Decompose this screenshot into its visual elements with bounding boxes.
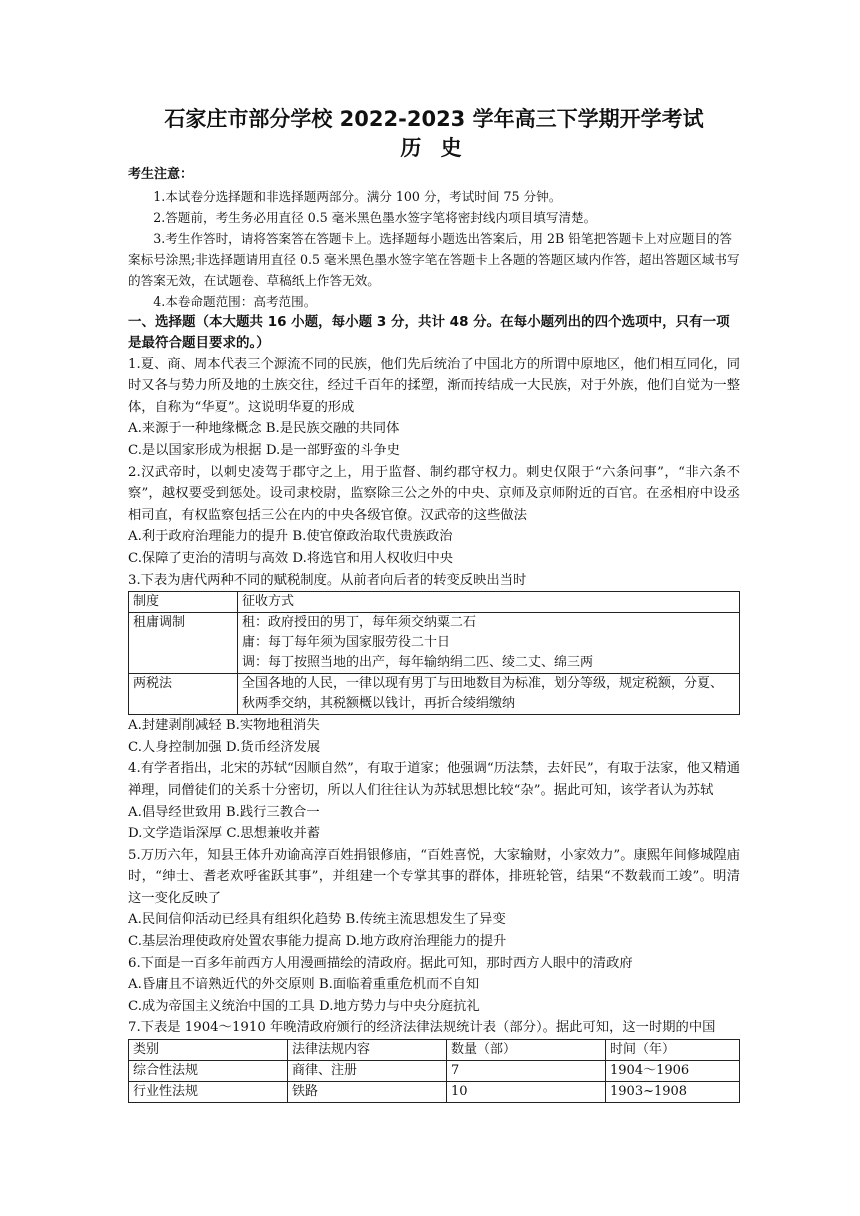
question-2-options-ab: A.利于政府治理能力的提升 B.使官僚政治取代贵族政治 [128,529,453,545]
notice-item: 4.本卷命题范围：高考范围。 [153,293,317,309]
table-cell: 两税法 [129,674,238,715]
question-7-stem: 7.下表是 1904～1910 年晚清政府颁行的经济法律法规统计表（部分）。据此可知，这一时期的中国 [128,1020,716,1036]
table-cell-line: 租：政府授田的男丁，每年须交纳粟二石 [242,615,477,631]
exam-subject: 历 史 [400,136,468,160]
table-row [129,613,740,674]
question-5-stem: 5.万历六年，知县王体升劝谕高淳百姓捐银修庙，“百姓喜悦，大家输财，小家效力”。康熙年间修城隍庙时，“绅士、耆老欢呼雀跃其事”，并组建一个专掌其事的群体，排班轮管，结果“不数载而工竣”。明清这一变化反映了 [128,847,740,906]
question-2-options-cd: C.保障了吏治的清明与高效 D.将选官和用人权收归中央 [128,550,454,566]
question-2-stem: 2.汉武帝时，以刺史凌驾于郡守之上，用于监督、制约郡守权力。刺史仅限于“六条问事”，“非六条不察”，越权要受到惩处。设司隶校尉，监察除三公之外的中央、京师及京师附近的百官。在丞相府中设丞相司直，有权监察包括三公在内的中央各级官僚。汉武帝的这些做法 [128,464,740,523]
table-header-cell: 制度 [129,592,238,613]
table-cell: 7 [447,1061,606,1082]
question-6-stem: 6.下面是一百多年前西方人用漫画描绘的清政府。据此可知，那时西方人眼中的清政府 [128,955,633,971]
table-header-cell: 时间（年） [606,1040,740,1061]
question-5-options-ab: A.民间信仰活动已经具有组织化趋势 B.传统主流思想发生了异变 [128,912,506,928]
table-cell: 1903~1908 [606,1082,740,1103]
economic-law-table [128,1039,740,1103]
tax-system-table [128,591,740,715]
table-header-cell: 类别 [129,1040,288,1061]
question-4-options-ab: A.倡导经世致用 B.践行三教合一 [128,804,320,820]
question-1-options-ab: A.来源于一种地缘概念 B.是民族交融的共同体 [128,421,400,437]
table-cell: 租庸调制 [129,613,238,674]
table-cell: 1904～1906 [606,1061,740,1082]
table-header-row [129,592,740,613]
notice-item: 1.本试卷分选择题和非选择题两部分。满分 100 分，考试时间 75 分钟。 [153,188,562,204]
table-header-cell: 征收方式 [238,592,740,613]
table-row [129,1082,740,1103]
table-cell [238,613,740,674]
question-1-stem: 1.夏、商、周本代表三个源流不同的民族，他们先后统治了中国北方的所谓中原地区，他们相互同化，同时又各与势力所及地的土族交往，经过千百年的揉塑，渐而抟结成一大民族，对于外族，他们自觉为一整体，自称为“华夏”。这说明华夏的形成 [128,356,740,415]
question-3-options-cd: C.人身控制加强 D.货币经济发展 [128,739,321,755]
question-6-options-cd: C.成为帝国主义统治中国的工具 D.地方势力与中央分庭抗礼 [128,998,480,1014]
exam-page [128,104,740,1103]
table-header-cell: 法律法规内容 [288,1040,447,1061]
table-header-cell: 数量（部） [447,1040,606,1061]
question-4-stem: 4.有学者指出，北宋的苏轼“因顺自然”，有取于道家；他强调“历法禁，去奸民”，有取于法家，他又精通禅理，同僧徒们的关系十分密切，所以人们往往认为苏轼思想比较“杂”。据此可知，该学者认为苏轼 [128,761,740,798]
table-cell: 综合性法规 [129,1061,288,1082]
notice-item: 2.答题前，考生务必用直径 0.5 毫米黑色墨水签字笔将密封线内项目填写清楚。 [153,209,597,225]
table-cell-line: 庸：每丁每年须为国家服劳役二十日 [242,635,451,651]
question-3-options-ab: A.封建剥削减轻 B.实物地租消失 [128,718,320,734]
table-cell: 商律、注册 [288,1061,447,1082]
table-header-row [129,1040,740,1061]
table-cell-line: 调：每丁按照当地的出产，每年输纳绢二匹、绫二丈、绵三两 [242,655,594,671]
notice-heading: 考生注意： [128,167,194,182]
question-4-options-dc: D.文学造诣深厚 C.思想兼收并蓄 [128,826,321,842]
table-row [129,674,740,715]
question-3-stem: 3.下表为唐代两种不同的赋税制度。从前者向后者的转变反映出当时 [128,572,527,588]
exam-title: 石家庄市部分学校 2022-2023 学年高三下学期开学考试 [164,107,704,131]
table-cell: 铁路 [288,1082,447,1103]
table-cell: 行业性法规 [129,1082,288,1103]
table-cell: 10 [447,1082,606,1103]
question-6-options-ab: A.昏庸且不谙熟近代的外交原则 B.面临着重重危机而不自知 [128,977,480,993]
table-cell: 全国各地的人民，一律以现有男丁与田地数目为标准，划分等级，规定税额，分夏、秋两季交纳，其税额概以钱计，再折合绫绢缴纳 [238,674,740,715]
section-heading: 一、选择题（本大题共 16 小题，每小题 3 分，共计 48 分。在每小题列出的四个选项中，只有一项是最符合题目要求的。） [128,313,730,351]
question-5-options-cd: C.基层治理使政府处置农事能力提高 D.地方政府治理能力的提升 [128,934,507,950]
notice-item: 3.考生作答时，请将答案答在答题卡上。选择题每小题选出答案后，用 2B 铅笔把答题卡上对应题目的答案标号涂黑;非选择题请用直径 0.5 毫米黑色墨水签字笔在答题卡上各题的答题区域内作答，超出答题区域书写的答案无效，在试题卷、草稿纸上作答无效。 [128,230,740,288]
question-1-options-cd: C.是以国家形成为根据 D.是一部野蛮的斗争史 [128,442,400,458]
table-row [129,1061,740,1082]
